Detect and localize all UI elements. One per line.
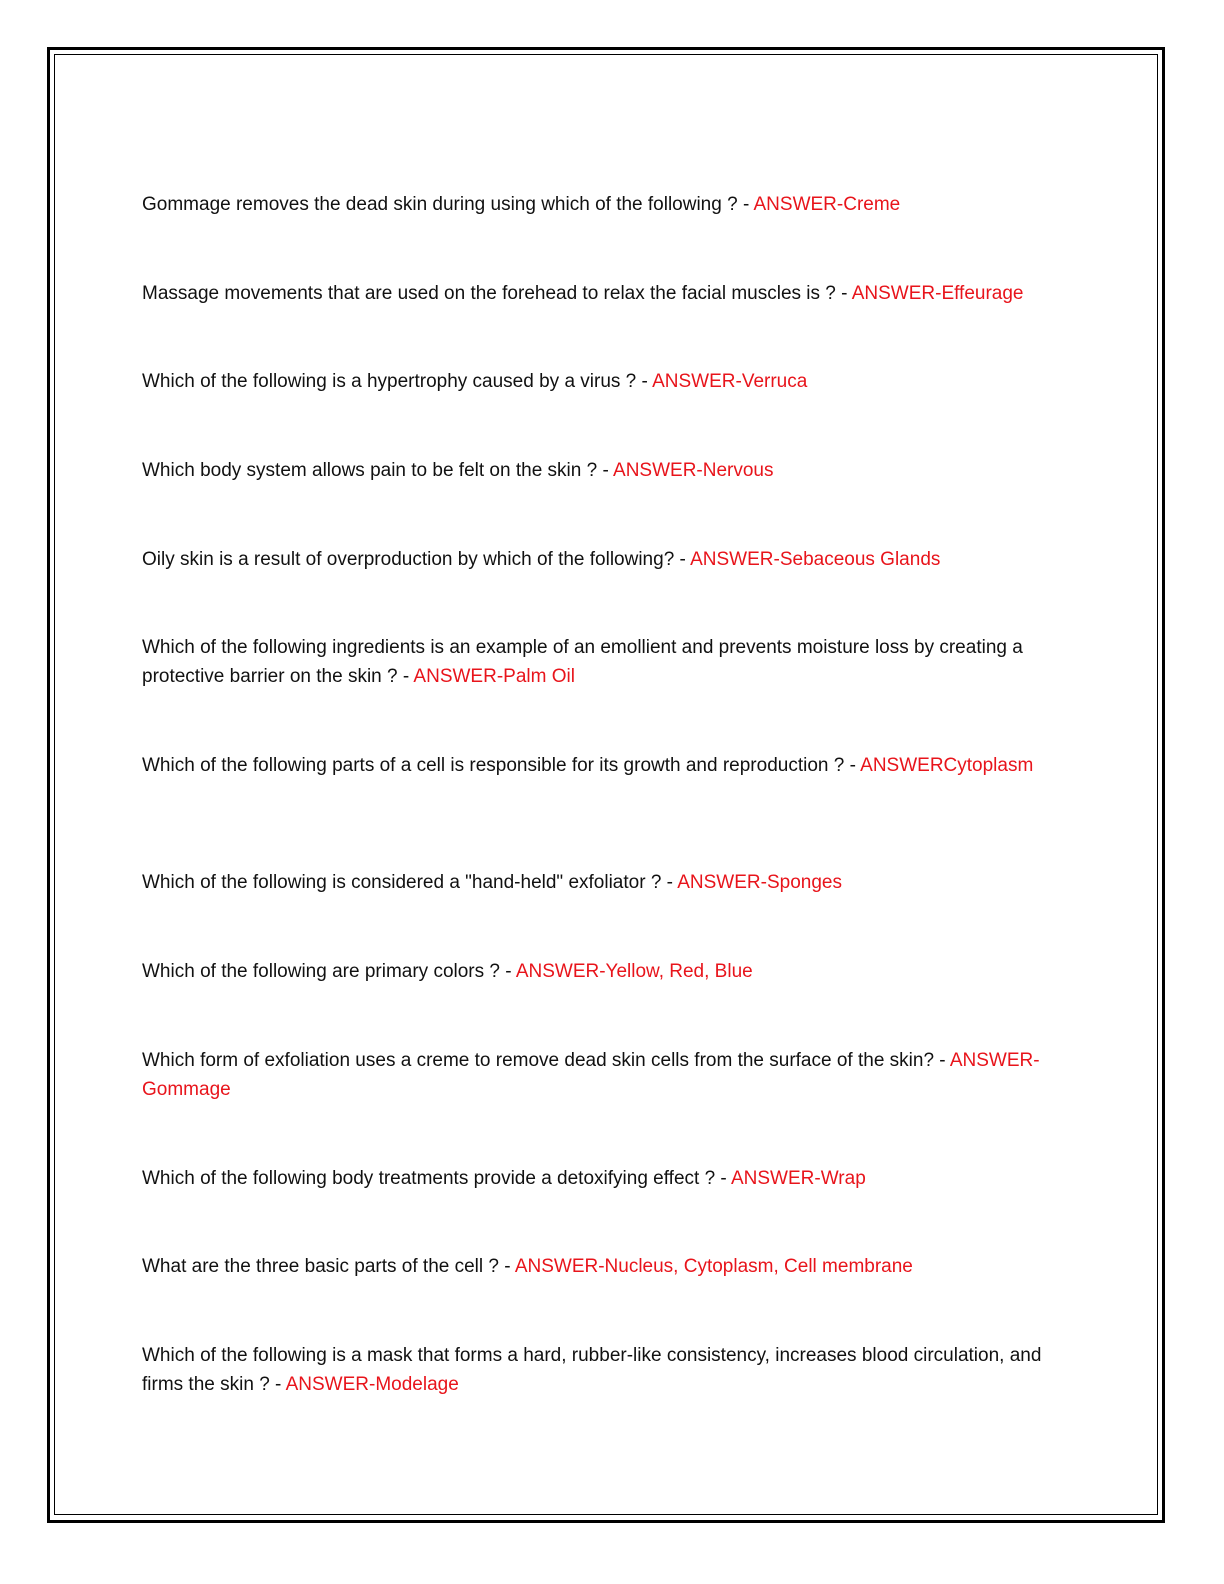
answer-text: ANSWER-Sponges bbox=[677, 872, 842, 893]
qa-item-4 bbox=[142, 456, 1072, 485]
answer-text: ANSWER-Sebaceous Glands bbox=[690, 549, 941, 570]
qa-item-12 bbox=[142, 1252, 1072, 1281]
answer-text: ANSWER-Effeurage bbox=[851, 283, 1024, 304]
question-text: Gommage removes the dead skin during using which of the following ? - bbox=[142, 194, 754, 215]
question-text: Which of the following is a hypertrophy caused by a virus ? - bbox=[142, 371, 653, 392]
answer-text: ANSWER-Verruca bbox=[652, 371, 808, 392]
qa-item-6 bbox=[142, 633, 1072, 691]
answer-text: ANSWER-Palm Oil bbox=[413, 666, 575, 687]
question-text: Massage movements that are used on the forehead to relax the facial muscles is ? - bbox=[142, 283, 852, 304]
qa-item-7 bbox=[142, 751, 1072, 780]
answer-text: ANSWER-Wrap bbox=[730, 1168, 866, 1189]
qa-item-5 bbox=[142, 545, 1072, 574]
answer-text: ANSWER-Gommage bbox=[142, 1050, 1040, 1100]
qa-item-8 bbox=[142, 868, 1072, 897]
question-text: Oily skin is a result of overproduction by which of the following? - bbox=[142, 549, 691, 570]
qa-item-2 bbox=[142, 279, 1072, 308]
question-text: Which form of exfoliation uses a creme to remove dead skin cells from the surface of the skin? - bbox=[142, 1050, 950, 1071]
answer-text: ANSWER-Yellow, Red, Blue bbox=[515, 961, 753, 982]
qa-item-1 bbox=[142, 190, 1072, 219]
qa-item-11 bbox=[142, 1164, 1072, 1193]
question-text: Which body system allows pain to be felt on the skin ? - bbox=[142, 460, 614, 481]
answer-text: ANSWER-Nucleus, Cytoplasm, Cell membrane bbox=[514, 1256, 913, 1277]
answer-text: ANSWER-Modelage bbox=[285, 1374, 459, 1395]
question-text: What are the three basic parts of the cell ? - bbox=[142, 1256, 515, 1277]
qa-item-10 bbox=[142, 1046, 1072, 1104]
question-text: Which of the following are primary colors ? - bbox=[142, 961, 516, 982]
answer-text: ANSWER-Nervous bbox=[613, 460, 774, 481]
question-text: Which of the following is a mask that forms a hard, rubber-like consistency, increases blood circulation, and firms the skin ? - bbox=[142, 1345, 1042, 1395]
qa-item-9 bbox=[142, 957, 1072, 986]
page-border-inner bbox=[54, 54, 1158, 1515]
question-text: Which of the following body treatments provide a detoxifying effect ? - bbox=[142, 1168, 731, 1189]
qa-item-3 bbox=[142, 367, 1072, 396]
answer-text: ANSWER-Creme bbox=[753, 194, 901, 215]
question-text: Which of the following is considered a "hand-held" exfoliator ? - bbox=[142, 872, 678, 893]
answer-text: ANSWERCytoplasm bbox=[860, 755, 1034, 776]
question-text: Which of the following ingredients is an example of an emollient and prevents moisture loss by creating a protective barrier on the skin ? - bbox=[142, 637, 1023, 687]
qa-item-13 bbox=[142, 1341, 1072, 1399]
question-text: Which of the following parts of a cell is responsible for its growth and reproduction ? - bbox=[142, 755, 861, 776]
